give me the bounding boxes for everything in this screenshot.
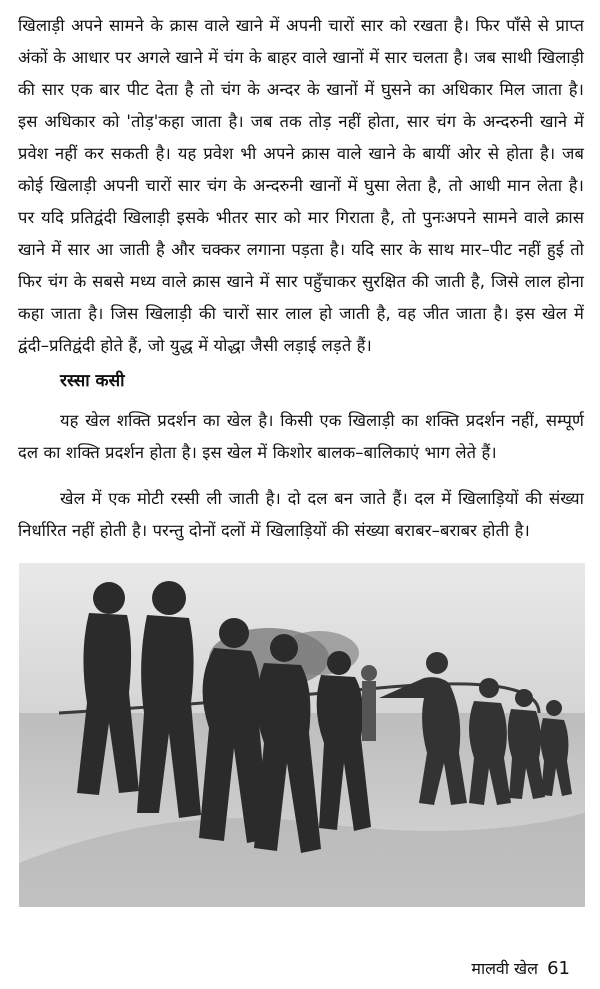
page-number: 61 [547,958,570,979]
page-footer [471,957,570,979]
tug-of-war-photo-drawing [19,563,585,907]
paragraph-game-rules: खिलाड़ी अपने सामने के क्रास वाले खाने में अपनी चारों सार को रखता है। फिर पाँसे से प्राप्त अंकों के आधार पर अगले खाने में चंग के बाहर वाले खानों में सार चलता है। जब साथी खिलाड़ी की सार एक बार पीट देता है तो चंग के अन्दर के खानों में घुसने का अधिकार मिल जाता है। इस अधिकार को 'तोड़'कहा जाता है। जब तक तोड़ नहीं होता, सार चंग के अन्दरुनी खाने में प्रवेश नहीं कर सकती है। यह प्रवेश भी अपने क्रास वाले खाने के बायीं ओर से होता है। जब कोई खिलाड़ी अपनी चारों सार चंग के अन्दरुनी खानों में घुसा लेता है, तो आधी मान लेता है। पर यदि प्रतिद्वंदी खिलाड़ी इसके भीतर सार को मार गिराता है, तो पुनःअपने सामने वाले क्रास खाने में सार आ जाती है और चक्कर लगाना पड़ता है। यदि सार के साथ मार–पीट नहीं हुई तो फिर चंग के सबसे मध्य वाले क्रास खाने में सार पहुँचाकर सुरक्षित की जाती है, जिसे लाल होना कहा जाता है। जिस खिलाड़ी की चारों सार लाल हो जाती है, वह जीत जाता है। इस खेल में द्वंदी–प्रतिद्वंदी होते हैं, जो युद्ध में योद्धा जैसी लड़ाई लड़ते हैं। [18,16,584,355]
footer-book-title: मालवी खेल [471,959,538,978]
section-heading: रस्सा कसी [60,371,125,391]
tug-of-war-photo [19,563,585,907]
paragraph-strength-game: यह खेल शक्ति प्रदर्शन का खेल है। किसी एक खिलाड़ी का शक्ति प्रदर्शन नहीं, सम्पूर्ण दल का शक्ति प्रदर्शन होता है। इस खेल में किशोर बालक–बालिकाएं भाग लेते हैं। [18,411,584,462]
paragraph-rope-teams: खेल में एक मोटी रस्सी ली जाती है। दो दल बन जाते हैं। दल में खिलाड़ियों की संख्या निर्धारित नहीं होती है। परन्तु दोनों दलों में खिलाड़ियों की संख्या बराबर–बराबर होती है। [18,489,584,540]
